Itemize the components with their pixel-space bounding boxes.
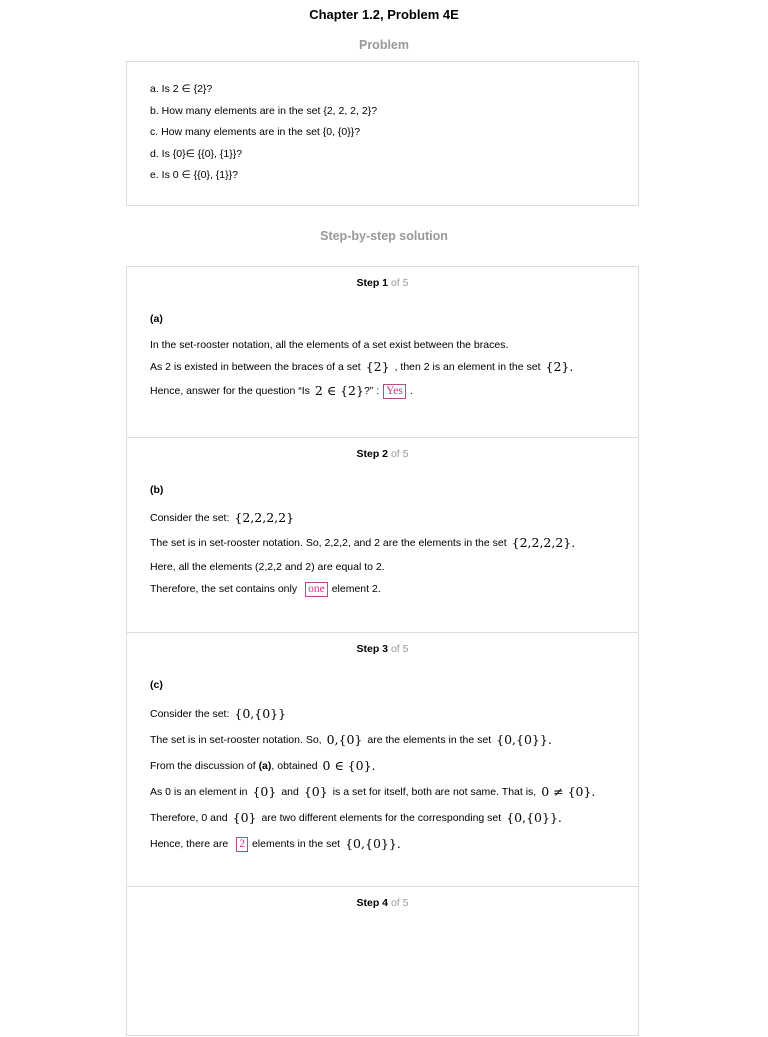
step-2-header bbox=[127, 448, 638, 460]
step-2-answer-box: one bbox=[305, 582, 328, 597]
problem-item-e: e. Is 0 ∈ {{0}, {1}}? bbox=[150, 169, 238, 181]
step-2-of: of 5 bbox=[390, 448, 409, 460]
step-2-text: Therefore, the set contains only bbox=[150, 583, 298, 595]
step-3-part: (c) bbox=[150, 679, 163, 691]
step-3-text: and bbox=[281, 786, 299, 798]
step-1-of: of 5 bbox=[390, 277, 409, 289]
step-3-answer-box: 2 bbox=[236, 837, 248, 852]
step-3-text: Consider the set: bbox=[150, 708, 230, 720]
step-1-text: ?” : bbox=[363, 385, 380, 397]
problem-item-c: c. How many elements are in the set {0, {0}}? bbox=[150, 126, 361, 138]
step-2 bbox=[127, 438, 638, 633]
step-2-text: element 2. bbox=[331, 583, 381, 595]
step-3-text: Hence, there are bbox=[150, 838, 229, 850]
step-3-math: {0} bbox=[252, 784, 277, 799]
step-3-line-5 bbox=[150, 805, 618, 831]
step-2-part: (b) bbox=[150, 484, 164, 496]
step-3-math: {0} bbox=[303, 784, 328, 799]
step-1-math: 2 ∈ {2} bbox=[314, 383, 364, 398]
step-3-math: 0,{0} bbox=[326, 732, 363, 747]
step-1-body bbox=[150, 313, 618, 403]
problem-box bbox=[126, 61, 639, 206]
step-2-text: Here, all the elements (2,2,2 and 2) are equal to 2. bbox=[150, 561, 385, 573]
step-3-text: elements in the set bbox=[251, 838, 341, 850]
step-1 bbox=[127, 267, 638, 438]
step-3-text: From the discussion of bbox=[150, 760, 256, 772]
step-3-math: {0} bbox=[232, 810, 257, 825]
step-3-label: Step 3 bbox=[356, 643, 389, 655]
step-2-line-4 bbox=[150, 578, 618, 600]
step-2-math: {2,2,2,2}. bbox=[511, 535, 576, 550]
step-3-text: As 0 is an element in bbox=[150, 786, 248, 798]
problem-item-d: d. Is {0}∈ {{0}, {1}}? bbox=[150, 147, 243, 160]
step-4-of: of 5 bbox=[390, 897, 409, 909]
step-1-answer-box: Yes bbox=[383, 384, 406, 399]
chapter-title: Chapter 1.2, Problem 4E bbox=[309, 7, 459, 22]
step-3 bbox=[127, 633, 638, 887]
step-2-math: {2,2,2,2} bbox=[234, 510, 295, 525]
step-3-math: {0,{0}} bbox=[234, 706, 287, 721]
problem-heading: Problem bbox=[358, 38, 409, 52]
step-3-line-6 bbox=[150, 831, 618, 857]
step-4-header bbox=[127, 897, 638, 909]
step-1-line-2 bbox=[150, 355, 618, 379]
step-3-text: Therefore, 0 and bbox=[150, 812, 228, 824]
step-1-line-1 bbox=[150, 335, 618, 355]
step-1-line-3 bbox=[150, 379, 618, 403]
solution-heading: Step-by-step solution bbox=[320, 229, 448, 243]
step-1-label: Step 1 bbox=[356, 277, 389, 289]
step-1-part: (a) bbox=[150, 313, 163, 325]
step-3-of: of 5 bbox=[390, 643, 409, 655]
step-1-math: {2} bbox=[365, 359, 390, 374]
step-1-period: . bbox=[409, 385, 413, 397]
step-2-label: Step 2 bbox=[356, 448, 389, 460]
step-1-text: Hence, answer for the question “Is bbox=[150, 385, 310, 397]
step-3-math: {0,{0}}. bbox=[496, 732, 552, 747]
step-3-math: 0 ≠ {0}. bbox=[541, 784, 596, 799]
step-1-text: As 2 is existed in between the braces of a set bbox=[150, 361, 361, 373]
step-3-line-4 bbox=[150, 779, 618, 805]
step-3-line-2 bbox=[150, 727, 618, 753]
step-2-text: Consider the set: bbox=[150, 512, 230, 524]
step-3-math: 0 ∈ {0}. bbox=[322, 758, 376, 773]
problem-item-b: b. How many elements are in the set {2, 2, 2, 2}? bbox=[150, 104, 378, 117]
step-1-header bbox=[127, 277, 638, 289]
step-3-text: is a set for itself, both are not same. That is, bbox=[332, 786, 537, 798]
step-1-math: {2}. bbox=[545, 359, 574, 374]
step-1-text: , then 2 is an element in the set bbox=[394, 361, 541, 373]
step-3-math: {0,{0}}. bbox=[506, 810, 562, 825]
step-2-body bbox=[150, 484, 618, 600]
step-4-label: Step 4 bbox=[356, 897, 389, 909]
problem-list bbox=[150, 83, 377, 191]
step-3-line-3 bbox=[150, 753, 618, 779]
step-3-bold: (a) bbox=[258, 760, 272, 772]
step-3-text: , obtained bbox=[271, 760, 318, 772]
step-3-text: are the elements in the set bbox=[367, 734, 492, 746]
step-4 bbox=[127, 887, 638, 1037]
step-3-text: are two different elements for the corresponding set bbox=[261, 812, 502, 824]
step-3-math: {0,{0}}. bbox=[345, 836, 401, 851]
step-1-text: In the set-rooster notation, all the elements of a set exist between the braces. bbox=[150, 339, 509, 351]
step-3-text: The set is in set-rooster notation. So, bbox=[150, 734, 322, 746]
step-2-text: The set is in set-rooster notation. So, 2,2,2, and 2 are the elements in the set bbox=[150, 537, 507, 549]
steps-box bbox=[126, 266, 639, 1036]
step-2-line-1 bbox=[150, 506, 618, 530]
step-2-line-3 bbox=[150, 556, 618, 578]
step-2-line-2 bbox=[150, 530, 618, 556]
step-3-line-1 bbox=[150, 701, 618, 727]
step-3-body bbox=[150, 679, 618, 857]
problem-item-a: a. Is 2 ∈ {2}? bbox=[150, 83, 213, 95]
step-3-header bbox=[127, 643, 638, 655]
